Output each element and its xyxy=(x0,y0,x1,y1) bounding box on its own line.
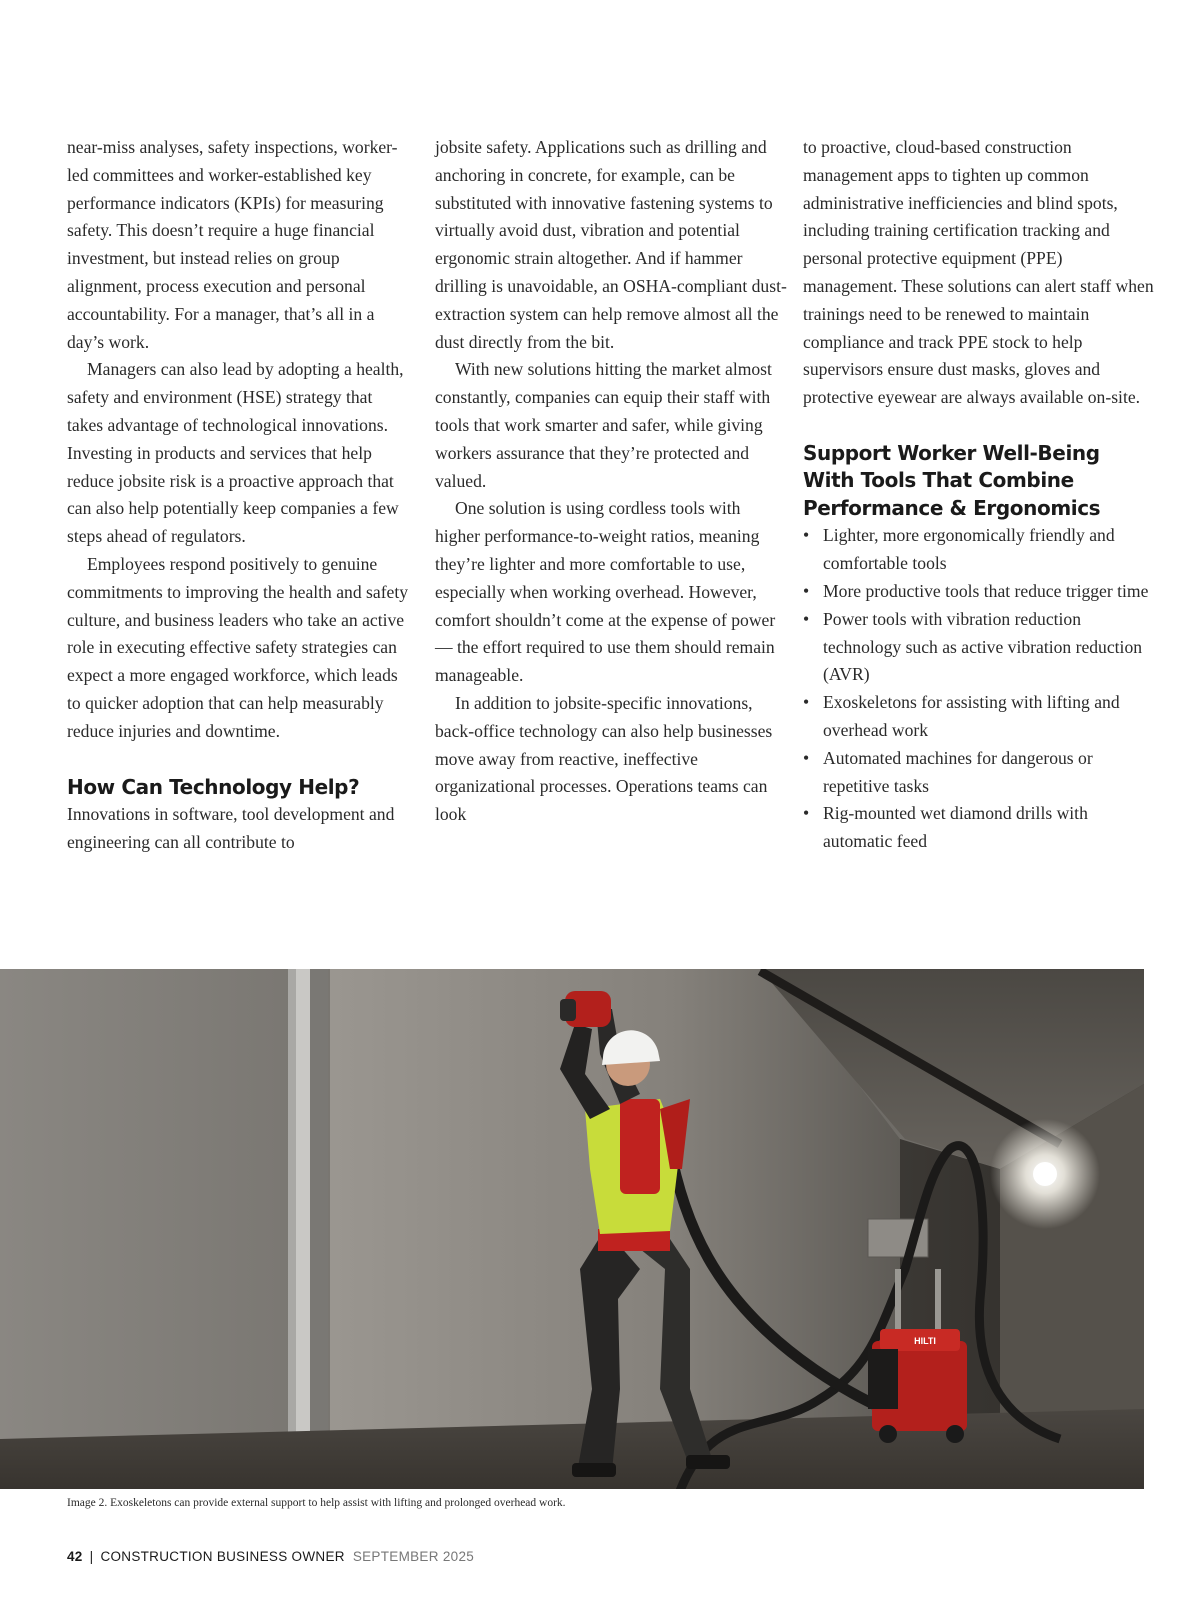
bullet-list xyxy=(803,522,1155,856)
paragraph: In addition to jobsite-specific innovations, back-office technology can also help businesses move away from reactive, ineffective organizational processes. Operations teams can look xyxy=(435,692,773,825)
list-item: • Lighter, more ergonomically friendly and comfortable tools xyxy=(803,522,1155,578)
footer-separator: | xyxy=(89,1549,94,1564)
article-column-1 xyxy=(67,134,412,857)
list-item: • More productive tools that reduce trigger time xyxy=(803,578,1155,606)
paragraph: Innovations in software, tool development and engineering can all contribute to xyxy=(67,804,395,852)
page-footer xyxy=(67,1549,474,1564)
metal-rail xyxy=(288,969,296,1489)
metal-rail xyxy=(310,969,328,1489)
worker-exoskeleton-photo xyxy=(0,969,1144,1489)
paragraph: jobsite safety. Applications such as drilling and anchoring in concrete, for example, can be substituted with innovative fastening systems to virtually avoid dust, vibration and potential ergonomic strain altogether. And if hammer drilling is unavoidable, an OSHA-compliant dust-extraction system can help remove almost all the dust directly from the bit. xyxy=(435,137,787,352)
section-heading-technology: How Can Technology Help? xyxy=(67,774,360,799)
article-column-3 xyxy=(803,134,1155,856)
article-column-2 xyxy=(435,134,787,829)
list-item: • Exoskeletons for assisting with lifting and overhead work xyxy=(803,689,1155,745)
paragraph: With new solutions hitting the market almost constantly, companies can equip their staff with tools that work smarter and safer, while giving workers assurance that they’re protected and valued. xyxy=(435,359,772,491)
paragraph: to proactive, cloud-based construction management apps to tighten up common administrative inefficiencies and blind spots, including training certification tracking and personal protective equipment (PPE) management. These solutions can alert staff when trainings need to be renewed to maintain compliance and track PPE stock to help supervisors ensure dust masks, gloves and protective eyewear are always available on-site. xyxy=(803,137,1154,408)
list-item: • Automated machines for dangerous or repetitive tasks xyxy=(803,745,1155,801)
metal-rail xyxy=(296,969,310,1489)
list-item: • Power tools with vibration reduction technology such as active vibration reduction (AVR) xyxy=(803,606,1155,689)
paragraph: near-miss analyses, safety inspections, worker-led committees and worker-established key performance indicators (KPIs) for measuring safety. This doesn’t require a huge financial investment, but instead relies on group alignment, process execution and personal accountability. For a manager, that’s all in a day’s work. xyxy=(67,137,398,352)
paragraph: Employees respond positively to genuine commitments to improving the health and safety culture, and business leaders who take an active role in executing effective safety strategies can expect a more engaged workforce, which leads to quicker adoption that can help measurably reduce injuries and downtime. xyxy=(67,553,409,741)
publication-name: CONSTRUCTION BUSINESS OWNER xyxy=(100,1549,345,1564)
section-heading-well-being: Support Worker Well-Being With Tools That Combine Performance & Ergonomics xyxy=(803,440,1101,520)
photo-caption: Image 2. Exoskeletons can provide external support to help assist with lifting and prolonged overhead work. xyxy=(67,1497,566,1509)
vacuum-brand-label: HILTI xyxy=(914,1336,936,1346)
paragraph: One solution is using cordless tools with higher performance-to-weight ratios, meaning they’re lighter and more comfortable to use, especially when working overhead. However, comfort shouldn’t come at the expense of power — the effort required to use them should remain manageable. xyxy=(435,498,776,686)
issue-date: SEPTEMBER 2025 xyxy=(352,1549,475,1564)
paragraph: Managers can also lead by adopting a health, safety and environment (HSE) strategy that takes advantage of technological innovations. Investing in products and services that help reduce jobsite risk is a proactive approach that can also help potentially keep companies a few steps ahead of regulators. xyxy=(67,359,404,547)
list-item: • Rig-mounted wet diamond drills with automatic feed xyxy=(803,800,1155,856)
page-number: 42 xyxy=(67,1549,83,1564)
